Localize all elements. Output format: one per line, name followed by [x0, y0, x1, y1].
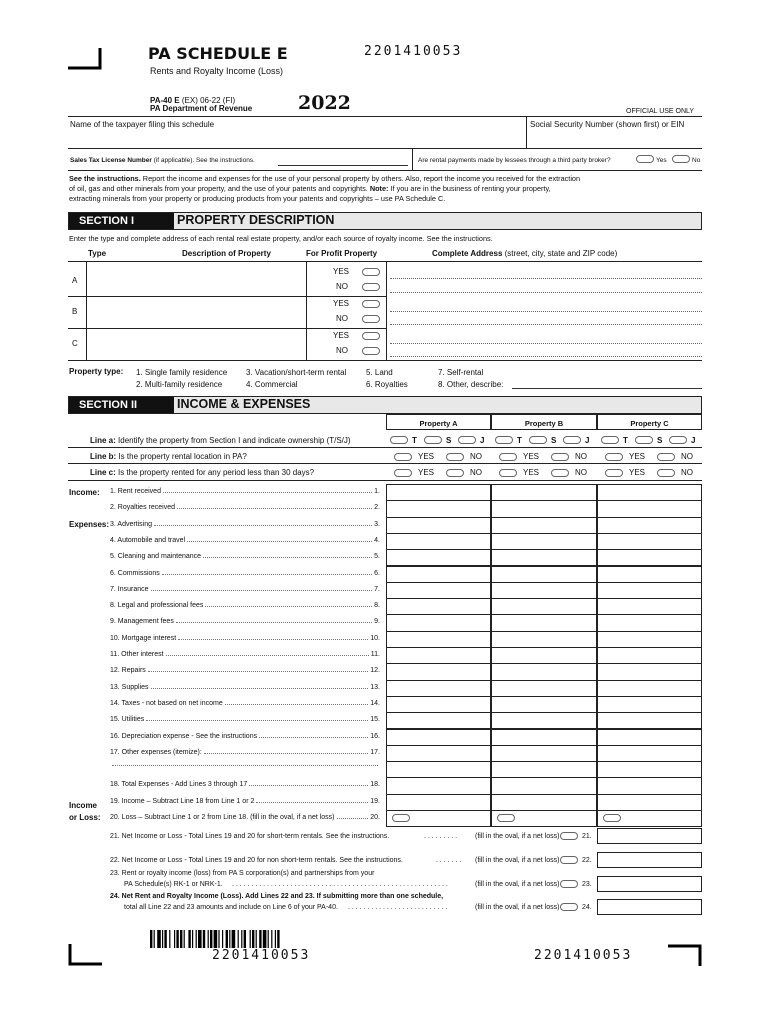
property-c-no-label: NO [336, 346, 348, 355]
property-a-line-b-no-label: NO [470, 452, 482, 461]
property-b-line-c-no-oval[interactable] [551, 469, 569, 477]
col-address-header: Complete Address (street, city, state and ZIP code) [432, 249, 618, 258]
property-types-col-4: 7. Self-rental 8. Other, describe: [438, 368, 504, 389]
property-b-yes-label: YES [333, 299, 350, 308]
income-expense-line-16 [110, 733, 380, 740]
line-c: Line c: Is the property rented for any period less than 30 days? [90, 468, 315, 477]
property-a-line-c-no-label: NO [470, 468, 482, 477]
property-b-line-19-amount[interactable] [491, 777, 597, 794]
property-b-line-b-no-label: NO [575, 452, 587, 461]
line-24-dots: . . . . . . . . . . . . . . . . . . . . . . . . . . [348, 904, 448, 911]
line-24-fill-note: (fill in the oval, if a net loss) [475, 904, 560, 911]
income-expense-line-3 [110, 521, 380, 528]
line-number: 16. [370, 732, 380, 740]
official-use-label: OFFICIAL USE ONLY [626, 108, 695, 115]
property-a-no-oval[interactable] [362, 283, 380, 291]
line-22-text: 22. Net Income or Loss - Total Lines 19 and 20 for non short-term rentals. See the instructions. [110, 857, 403, 864]
property-b-line-20-amount[interactable] [491, 794, 597, 811]
income-expense-line-8 [110, 602, 380, 609]
property-a-line-18-amount[interactable] [386, 761, 491, 778]
property-c-yes-label: YES [333, 331, 350, 340]
property-a-line-17-amount[interactable] [386, 745, 491, 762]
property-row-label-a: A [72, 276, 78, 285]
line-21-fill-note: (fill in the oval, if a net loss) [475, 833, 560, 840]
property-b-address-line-2[interactable] [390, 324, 702, 325]
line-22-fill-note: (fill in the oval, if a net loss) [475, 857, 560, 864]
property-row-label-b: B [72, 307, 78, 316]
line-21-loss-oval[interactable] [560, 832, 578, 840]
property-a-address-line-1[interactable] [390, 278, 702, 279]
taxpayer-name-field[interactable] [70, 132, 522, 146]
income-expense-line-18 [110, 765, 380, 768]
line-24-amount[interactable] [597, 899, 702, 915]
line-22-amount[interactable] [597, 852, 702, 868]
property-c-column-header: Property C [597, 414, 702, 430]
property-a-line-9-amount[interactable] [386, 614, 491, 631]
property-b-line-18-amount[interactable] [491, 761, 597, 778]
property-a-ownership-t-oval[interactable] [390, 436, 408, 444]
property-b-ownership-t-label: T [517, 436, 522, 445]
line-number: 5. [374, 553, 380, 561]
line-21-amount[interactable] [597, 828, 702, 844]
property-b-line-11-amount[interactable] [491, 647, 597, 664]
section-2-title: INCOME & EXPENSES [177, 397, 311, 411]
property-c-ownership-j-oval[interactable] [669, 436, 687, 444]
property-c-line-1-amount[interactable] [597, 484, 702, 501]
property-b-line-16-amount[interactable] [491, 729, 597, 746]
line-label: 17. Other expenses (itemize): [110, 748, 202, 756]
property-c-line-11-amount[interactable] [597, 647, 702, 664]
property-b-line-8-amount[interactable] [491, 598, 597, 615]
property-c-line-c-yes-oval[interactable] [605, 469, 623, 477]
property-c-address-line-1[interactable] [390, 343, 702, 344]
property-c-line-b-no-label: NO [681, 452, 693, 461]
property-b-ownership-j-label: J [585, 436, 590, 445]
taxpayer-name-label: Name of the taxpayer filing this schedule [70, 120, 215, 129]
property-a-line-4-amount[interactable] [386, 533, 491, 550]
line-22-loss-oval[interactable] [560, 856, 578, 864]
property-b-address-line-1[interactable] [390, 311, 702, 312]
property-a-yes-oval[interactable] [362, 268, 380, 276]
line-23-text-2: PA Schedule(s) RK-1 or NRK-1. [124, 881, 223, 888]
property-c-line-2-amount[interactable] [597, 500, 702, 517]
line-label: 12. Repairs [110, 667, 146, 675]
line-b: Line b: Is the property rental location in PA? [90, 452, 247, 461]
barcode-number-right: 2201410053 [534, 948, 633, 963]
property-a-line-b-no-oval[interactable] [446, 453, 464, 461]
property-a-line-b-yes-label: YES [418, 452, 435, 461]
property-b-ownership-s-oval[interactable] [529, 436, 547, 444]
line-label: 14. Taxes - not based on net income [110, 699, 223, 707]
line-number: 11. [370, 651, 380, 658]
property-a-ownership-j-label: J [480, 436, 485, 445]
property-a-line-14-amount[interactable] [386, 696, 491, 713]
property-c-net-loss-oval[interactable] [603, 814, 621, 822]
property-b-line-b-yes-label: YES [523, 452, 540, 461]
property-a-line-15-amount[interactable] [386, 712, 491, 729]
line-23-number: 23. [582, 881, 592, 888]
property-b-line-9-amount[interactable] [491, 614, 597, 631]
property-c-line-8-amount[interactable] [597, 598, 702, 615]
income-expense-line-20 [110, 798, 380, 805]
property-b-yes-oval[interactable] [362, 300, 380, 308]
sales-tax-license-field[interactable] [278, 156, 408, 166]
property-b-line-c-yes-oval[interactable] [499, 469, 517, 477]
line-label: 6. Commissions [110, 569, 160, 577]
line-22-number: 22. [582, 857, 592, 864]
other-describe-field[interactable] [512, 381, 702, 389]
income-expense-line-9 [110, 618, 380, 625]
line-label: 8. Legal and professional fees [110, 602, 204, 610]
income-expense-line-13 [110, 684, 380, 691]
line-24-number: 24. [582, 904, 592, 911]
line-21-dots: . . . . . . . . . [424, 833, 458, 840]
line-21-text: 21. Net Income or Loss - Total Lines 19 and 20 for short-term rentals. See the instructions. [110, 833, 390, 840]
property-c-line-7-amount[interactable] [597, 582, 702, 599]
third-party-no-label: No [692, 157, 701, 164]
col-type-header: Type [88, 249, 107, 258]
income-expense-line-5 [110, 553, 380, 560]
department-name: PA Department of Revenue [150, 104, 253, 113]
income-expense-line-12 [110, 667, 380, 674]
property-c-line-c-no-oval[interactable] [657, 469, 675, 477]
line-number: 8. [374, 602, 380, 610]
section-1-intro: Enter the type and complete address of each rental real estate property, and/or each source of royalty income. See the instructions. [69, 234, 493, 243]
barcode-number-top: 2201410053 [364, 44, 463, 59]
property-c-ownership-t-oval[interactable] [601, 436, 619, 444]
property-a-line-c-no-oval[interactable] [446, 469, 464, 477]
property-a-column-header: Property A [386, 414, 491, 430]
property-c-line-c-yes-label: YES [629, 468, 646, 477]
form-title: PA SCHEDULE E [148, 44, 288, 63]
income-expense-line-21 [110, 814, 380, 821]
property-types-col-3: 5. Land 6. Royalties [366, 368, 408, 389]
property-c-line-b-no-oval[interactable] [657, 453, 675, 461]
property-b-line-1-amount[interactable] [491, 484, 597, 501]
property-a-line-13-amount[interactable] [386, 680, 491, 697]
property-a-line-20-amount[interactable] [386, 794, 491, 811]
registration-mark-bottom-right [668, 944, 702, 966]
property-a-type-field[interactable] [90, 264, 300, 294]
property-b-net-loss-oval[interactable] [497, 814, 515, 822]
third-party-no-oval[interactable] [672, 155, 690, 163]
property-c-line-15-amount[interactable] [597, 712, 702, 729]
property-b-line-13-amount[interactable] [491, 680, 597, 697]
property-c-line-4-amount[interactable] [597, 533, 702, 550]
property-c-ownership-s-oval[interactable] [635, 436, 653, 444]
ssn-label: Social Security Number (shown first) or EIN [530, 120, 685, 129]
property-b-ownership-t-oval[interactable] [495, 436, 513, 444]
property-b-line-c-no-label: NO [575, 468, 587, 477]
property-c-ownership-s-label: S [657, 436, 663, 445]
line-21-number: 21. [582, 833, 592, 840]
property-c-line-12-amount[interactable] [597, 663, 702, 680]
property-b-line-2-amount[interactable] [491, 500, 597, 517]
tax-year: 2022 [298, 92, 351, 114]
section-1-label: SECTION I [69, 213, 174, 229]
third-party-yes-oval[interactable] [636, 155, 654, 163]
line-label: 11. Other interest [110, 651, 164, 658]
line-label: 16. Depreciation expense - See the instructions [110, 732, 258, 740]
line-number: 1. [374, 488, 380, 495]
property-a-ownership-s-oval[interactable] [424, 436, 442, 444]
line-label: 4. Automobile and travel [110, 536, 186, 544]
barcode-number-left: 2201410053 [212, 948, 311, 963]
income-expense-line-4 [110, 537, 380, 544]
property-a-line-11-amount[interactable] [386, 647, 491, 664]
property-b-line-14-amount[interactable] [491, 696, 597, 713]
property-b-line-3-amount[interactable] [491, 517, 597, 534]
property-a-line-6-amount[interactable] [386, 566, 491, 583]
property-a-line-c-yes-oval[interactable] [394, 469, 412, 477]
third-party-question: Are rental payments made by lessees through a third party broker? [418, 157, 611, 164]
property-b-line-5-amount[interactable] [491, 549, 597, 566]
col-description-header: Description of Property [182, 249, 271, 258]
property-row-label-c: C [72, 339, 78, 348]
income-expense-line-19 [110, 781, 380, 788]
line-label: 5. Cleaning and maintenance [110, 553, 202, 561]
line-label: 20. Loss – Subtract Line 1 or 2 from Line 18. (fill in the oval, if a net loss) [110, 814, 335, 821]
line-label: 13. Supplies [110, 683, 149, 691]
line-label: 1. Rent received [110, 488, 161, 495]
line-number: 18. [370, 781, 380, 789]
income-expense-line-17 [110, 749, 380, 756]
income-expense-line-10 [110, 635, 380, 642]
property-b-ownership-s-label: S [551, 436, 557, 445]
property-b-ownership-j-oval[interactable] [563, 436, 581, 444]
property-c-type-field[interactable] [90, 330, 300, 358]
line-label: 2. Royalties received [110, 504, 175, 512]
line-number: 3. [374, 520, 380, 528]
section-2-label: SECTION II [69, 397, 174, 413]
property-a-line-7-amount[interactable] [386, 582, 491, 599]
line-23-loss-oval[interactable] [560, 880, 578, 888]
property-b-no-oval[interactable] [362, 315, 380, 323]
line-24-text-2: total all Line 22 and 23 amounts and include on Line 6 of your PA-40. [124, 904, 338, 911]
line-label: 7. Insurance [110, 585, 149, 593]
property-type-label: Property type: [69, 367, 124, 376]
property-b-line-b-yes-oval[interactable] [499, 453, 517, 461]
income-loss-label-1: Income [69, 801, 98, 810]
property-a-ownership-s-label: S [446, 436, 452, 445]
line-22-dots: . . . . . . . [436, 857, 462, 864]
col-profit-header: For Profit Property [306, 249, 378, 258]
ssn-field[interactable] [530, 132, 700, 146]
property-c-line-c-no-label: NO [681, 468, 693, 477]
line-number: 12. [370, 667, 380, 675]
line-label: 3. Advertising [110, 520, 153, 528]
income-expense-line-15 [110, 716, 380, 723]
line-number: 6. [374, 569, 380, 577]
property-a-line-2-amount[interactable] [386, 500, 491, 517]
property-a-ownership-j-oval[interactable] [458, 436, 476, 444]
property-c-ownership-j-label: J [691, 436, 696, 445]
property-a-line-5-amount[interactable] [386, 549, 491, 566]
line-label: 10. Mortgage interest [110, 634, 177, 642]
property-a-line-19-amount[interactable] [386, 777, 491, 794]
form-subtitle: Rents and Royalty Income (Loss) [150, 66, 284, 76]
property-a-ownership-t-label: T [412, 436, 417, 445]
registration-mark-top-left [68, 48, 102, 70]
section-1-header [68, 212, 702, 230]
property-c-line-20-amount[interactable] [597, 794, 702, 811]
line-number: 14. [370, 699, 380, 707]
line-23-fill-note: (fill in the oval, if a net loss) [475, 881, 560, 888]
property-a-yes-label: YES [333, 267, 350, 276]
registration-mark-bottom-left [68, 944, 102, 966]
property-a-line-1-amount[interactable] [386, 484, 491, 501]
income-expense-line-14 [110, 700, 380, 707]
property-a-line-b-yes-oval[interactable] [394, 453, 412, 461]
property-b-line-15-amount[interactable] [491, 712, 597, 729]
income-expense-line-2 [110, 504, 380, 511]
income-expense-line-6 [110, 570, 380, 577]
property-c-line-9-amount[interactable] [597, 614, 702, 631]
property-a-net-loss-oval[interactable] [392, 814, 410, 822]
property-a-line-10-amount[interactable] [386, 631, 491, 648]
property-b-type-field[interactable] [90, 298, 300, 326]
line-number: 13. [370, 683, 380, 691]
property-a-line-12-amount[interactable] [386, 663, 491, 680]
expenses-label: Expenses: [69, 520, 110, 529]
section-1-title: PROPERTY DESCRIPTION [177, 213, 335, 227]
instructions-paragraph: See the instructions. Report the income and expenses for the use of your personal property by others. Also, report the income you received for the extraction of oil, gas and other minerals from your property, and the use of your patents and copyrights. Note: If you are in the business of renting your property, extracting minerals from your property or producing products from your patents and copyrights – use PA Schedule C. [69, 174, 581, 203]
line-23-dots: . . . . . . . . . . . . . . . . . . . . . . . . . . . . . . . . . . . . . . . . . . . . . . . . . . . . . . . . [232, 881, 448, 888]
income-label: Income: [69, 488, 100, 497]
line-24-text-1: 24. Net Rent and Royalty Income (Loss). Add Lines 22 and 23. If submitting more than one schedule, [110, 893, 444, 900]
line-number: 19. [370, 797, 380, 805]
line-number: 10. [370, 634, 380, 642]
property-b-line-6-amount[interactable] [491, 566, 597, 583]
property-a-address-line-2[interactable] [390, 292, 702, 293]
property-c-no-oval[interactable] [362, 347, 380, 355]
property-b-line-c-yes-label: YES [523, 468, 540, 477]
property-a-line-3-amount[interactable] [386, 517, 491, 534]
property-c-address-line-2[interactable] [390, 356, 702, 357]
property-b-line-12-amount[interactable] [491, 663, 597, 680]
income-expense-line-11 [110, 651, 380, 658]
property-c-line-5-amount[interactable] [597, 549, 702, 566]
property-a-line-c-yes-label: YES [418, 468, 435, 477]
line-number: 15. [370, 716, 380, 724]
sales-tax-license-label: Sales Tax License Number (if applicable). See the instructions. [70, 157, 255, 164]
property-b-line-10-amount[interactable] [491, 631, 597, 648]
property-a-line-16-amount[interactable] [386, 729, 491, 746]
line-number: 17. [370, 748, 380, 756]
line-24-loss-oval[interactable] [560, 903, 578, 911]
property-c-line-18-amount[interactable] [597, 761, 702, 778]
property-c-line-b-yes-oval[interactable] [605, 453, 623, 461]
property-c-line-16-amount[interactable] [597, 729, 702, 746]
section-2-header [68, 396, 702, 414]
barcode-image [150, 930, 366, 948]
line-number: 7. [374, 585, 380, 593]
form-code: PA-40 E (EX) 06-22 (FI) [150, 96, 236, 105]
property-c-line-13-amount[interactable] [597, 680, 702, 697]
property-a-no-label: NO [336, 282, 348, 291]
line-label: 19. Income – Subtract Line 18 from Line 1 or 2 [110, 797, 255, 805]
line-number: 20. [370, 814, 380, 821]
property-types-col-2: 3. Vacation/short-term rental 4. Commercial [246, 368, 347, 389]
line-label: 15. Utilities [110, 716, 145, 724]
line-number: 4. [374, 536, 380, 544]
line-23-text-1: 23. Rent or royalty income (loss) from PA S corporation(s) and partnerships from your [110, 870, 375, 877]
line-label: 9. Management fees [110, 618, 174, 626]
income-loss-label-2: or Loss: [69, 813, 101, 822]
line-label: 18. Total Expenses - Add Lines 3 through 17 [110, 781, 248, 789]
line-23-amount[interactable] [597, 876, 702, 892]
property-c-line-6-amount[interactable] [597, 566, 702, 583]
property-types-col-1: 1. Single family residence 2. Multi-family residence [136, 368, 228, 389]
property-c-yes-oval[interactable] [362, 332, 380, 340]
line-a: Line a: Identify the property from Section I and indicate ownership (T/S/J) [90, 436, 351, 445]
property-c-line-19-amount[interactable] [597, 777, 702, 794]
income-expense-line-7 [110, 586, 380, 593]
property-b-line-17-amount[interactable] [491, 745, 597, 762]
property-b-line-7-amount[interactable] [491, 582, 597, 599]
property-c-line-17-amount[interactable] [597, 745, 702, 762]
property-c-ownership-t-label: T [623, 436, 628, 445]
property-b-column-header: Property B [491, 414, 597, 430]
property-b-line-4-amount[interactable] [491, 533, 597, 550]
third-party-yes-label: Yes [656, 157, 667, 164]
property-c-line-10-amount[interactable] [597, 631, 702, 648]
property-b-line-b-no-oval[interactable] [551, 453, 569, 461]
line-number: 9. [374, 618, 380, 626]
property-c-line-14-amount[interactable] [597, 696, 702, 713]
property-a-line-8-amount[interactable] [386, 598, 491, 615]
property-b-no-label: NO [336, 314, 348, 323]
line-number: 2. [374, 504, 380, 512]
property-c-line-3-amount[interactable] [597, 517, 702, 534]
property-c-line-b-yes-label: YES [629, 452, 646, 461]
income-expense-line-1 [110, 488, 380, 495]
